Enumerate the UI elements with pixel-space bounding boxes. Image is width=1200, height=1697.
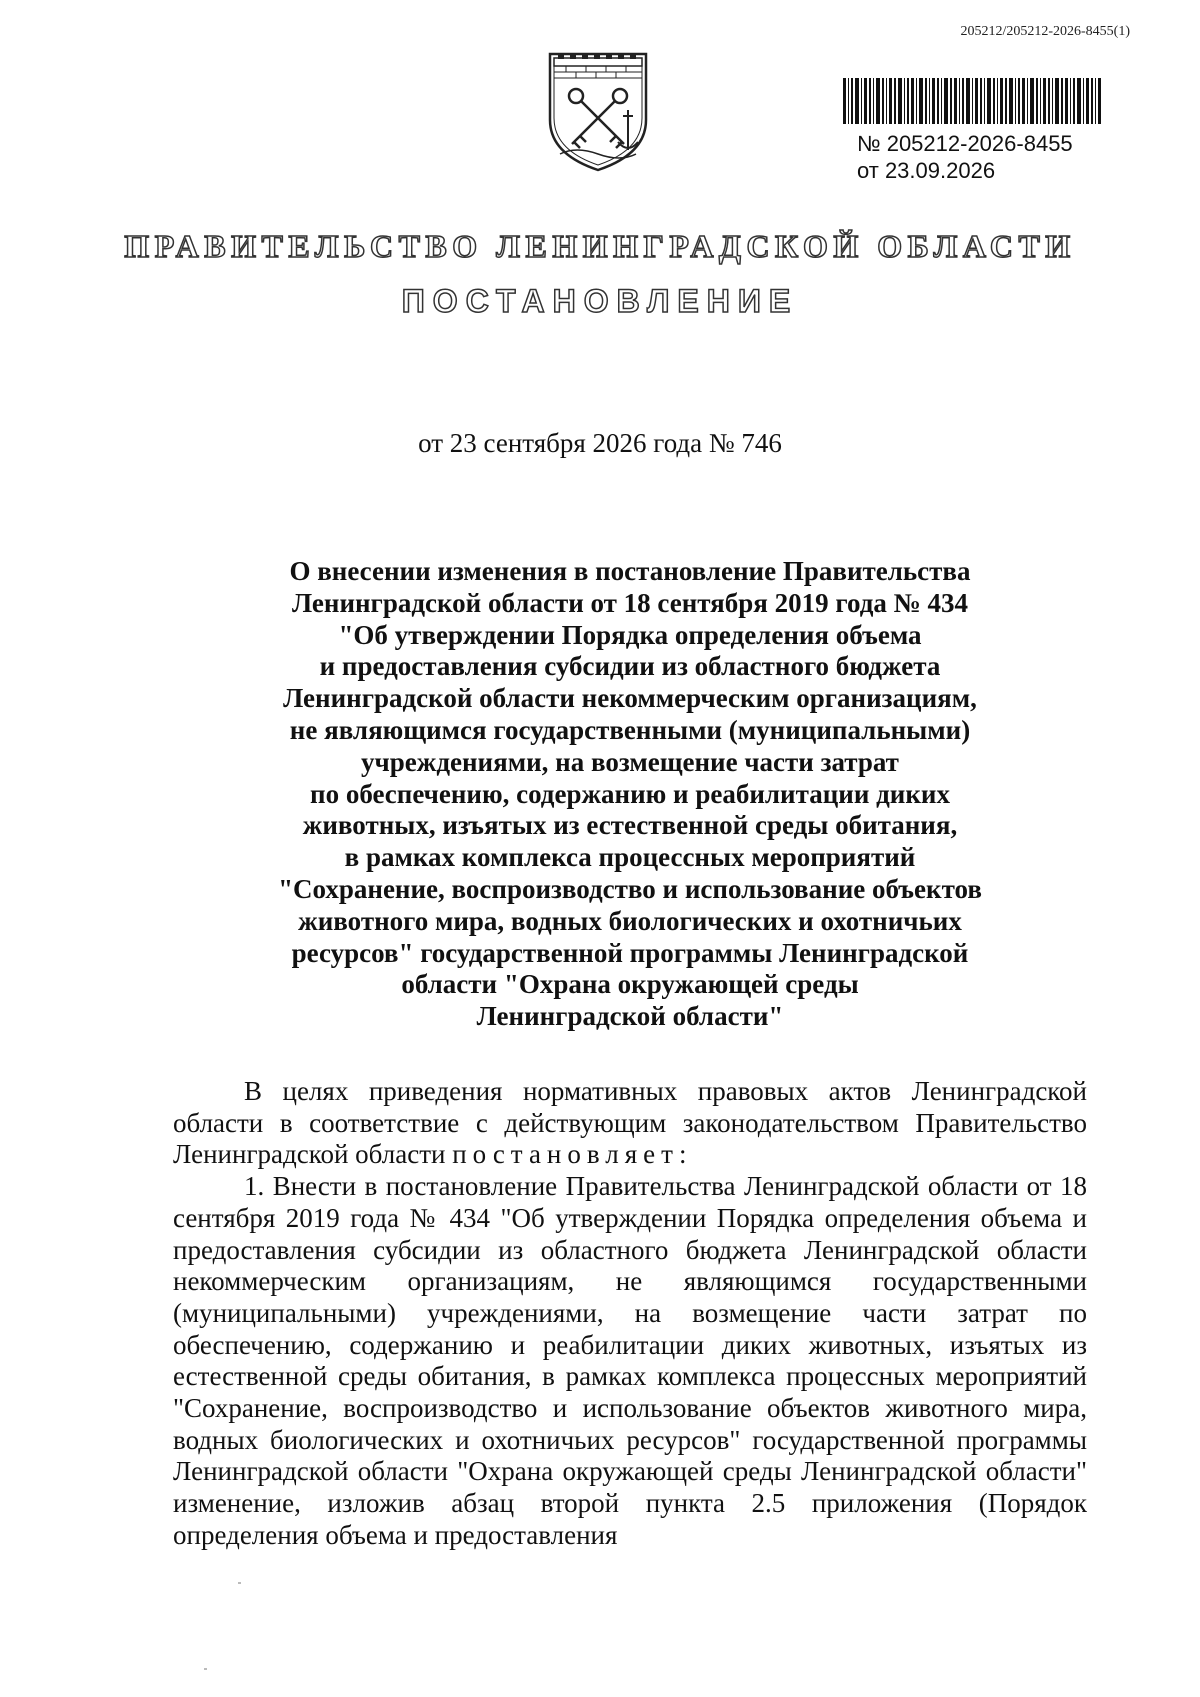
subject-line: Ленинградской области" bbox=[476, 1001, 784, 1032]
subject-line: по обеспечению, содержанию и реабилитации диких bbox=[310, 778, 950, 809]
decree-body bbox=[173, 1076, 1087, 1552]
subject-line: "Об утверждении Порядка определения объема bbox=[338, 619, 922, 650]
subject-line: животного мира, водных биологических и охотничьих bbox=[298, 905, 962, 936]
decree-date-number: от 23 сентября 2026 года № 746 bbox=[418, 428, 782, 458]
resolves-word: постановляет: bbox=[452, 1139, 693, 1170]
subject-line: Ленинградской области некоммерческим организациям, bbox=[283, 683, 977, 714]
document-id: 205212/205212-2026-8455(1) bbox=[960, 24, 1130, 39]
preamble-paragraph bbox=[173, 1076, 1087, 1171]
subject-line: Ленинградской области от 18 сентября 2019 года № 434 bbox=[291, 587, 969, 618]
registration-number: № 205212-2026-8455 bbox=[857, 131, 1073, 156]
subject-line: учреждениями, на возмещение части затрат bbox=[361, 746, 899, 777]
government-title: ПРАВИТЕЛЬСТВО ЛЕНИНГРАДСКОЙ ОБЛАСТИ bbox=[124, 228, 1076, 264]
document-type-title: ПОСТАНОВЛЕНИЕ bbox=[401, 283, 799, 319]
scan-speck bbox=[204, 1668, 207, 1670]
preamble-text: В целях приведения нормативных правовых актов Ленинградской области в соответствие с действующим законодательством Правительство Ленинградской области bbox=[173, 1076, 1087, 1170]
decree-subject bbox=[170, 556, 1090, 1033]
subject-line: животных, изъятых из естественной среды обитания, bbox=[302, 810, 958, 841]
subject-line: области "Охрана окружающей среды bbox=[401, 969, 859, 1000]
subject-line: ресурсов" государственной программы Ленинградской bbox=[291, 937, 969, 968]
barcode bbox=[843, 78, 1103, 124]
scan-speck bbox=[238, 1582, 241, 1584]
coat-of-arms-emblem bbox=[546, 50, 650, 174]
registration-date: от 23.09.2026 bbox=[857, 158, 996, 183]
subject-line: "Сохранение, воспроизводство и использование объектов bbox=[278, 873, 982, 904]
subject-line: и предоставления субсидии из областного бюджета bbox=[319, 651, 941, 682]
item-1-paragraph: 1. Внести в постановление Правительства Ленинградской области от 18 сентября 2019 года № 434 "Об утверждении Порядка определения объема и предоставления субсидии из областного бюджета Ленинградской области некоммерческим организациям, не являющимся государственными (муниципальными) учреждениями, на возмещение части затрат по обеспечению, содержанию и реабилитации диких животных, изъятых из естественной среды обитания, в рамках комплекса процессных мероприятий "Сохранение, воспроизводство и использование объектов животного мира, водных биологических и охотничьих ресурсов" государственной программы Ленинградской области "Охрана окружающей среды Ленинградской области" изменение, изложив абзац второй пункта 2.5 приложения (Порядок определения объема и предоставления bbox=[173, 1171, 1087, 1550]
registration-block bbox=[857, 130, 1073, 184]
subject-line: О внесении изменения в постановление Правительства bbox=[289, 556, 971, 586]
subject-line: не являющимся государственными (муниципальными) bbox=[289, 714, 971, 745]
subject-line: в рамках комплекса процессных мероприятий bbox=[344, 842, 916, 873]
